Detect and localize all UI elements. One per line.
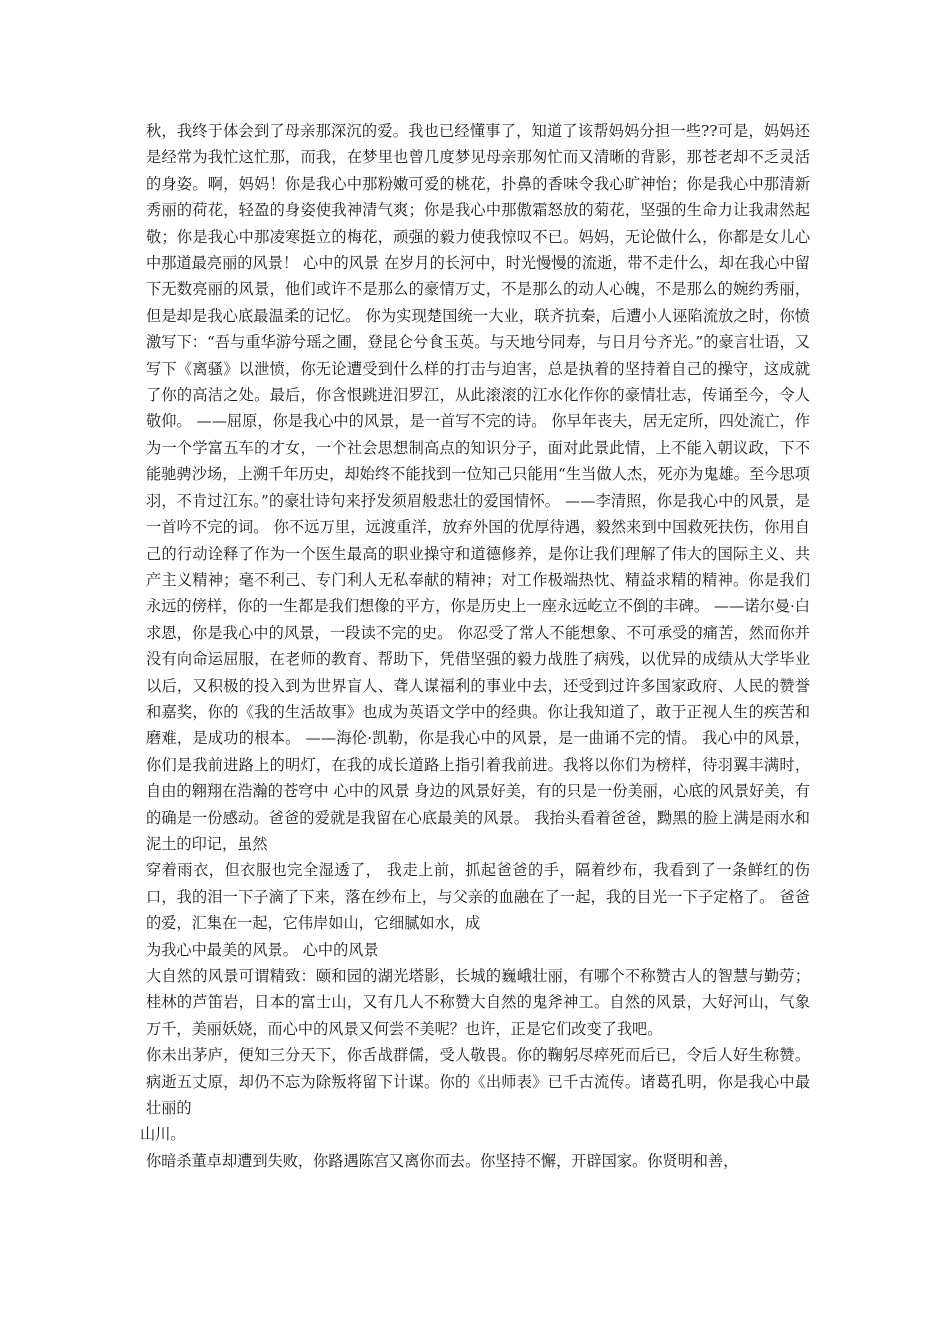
paragraph-7: 你暗杀董卓却遭到失败，你路遇陈宫又离你而去。你坚持不懈，开辟国家。你贤明和善， [146,1151,739,1170]
paragraph-6: 山川。 [140,1125,186,1144]
paragraph-1: 秋，我终于体会到了母亲那深沉的爱。我也已经懂事了，知道了该帮妈妈分担一些??可是，妈妈还是经常为我忙这忙那，而我，在梦里也曾几度梦见母亲那匆忙而又清晰的背影，那苍老却不乏灵活的身姿。啊，妈妈！你是我心中那粉嫩可爱的桃花，扑鼻的香味令我心旷神怡；你是我心中那清新秀丽的荷花，轻盈的身姿使我神清气爽；你是我心中那傲霜怒放的菊花，坚强的生命力让我肃然起敬；你是我心中那凌寒挺立的梅花，顽强的毅力使我惊叹不已。妈妈，无论做什么，你都是女儿心中那道最亮丽的风景！ 心中的风景 在岁月的长河中，时光慢慢的流逝，带不走什么，却在我心中留下无数亮丽的风景，他们或许不是那么的豪情万丈，不是那么的动人心魄，不是那么的婉约秀丽，但是却是我心底最温柔的记忆。 你为实现楚国统一大业，联齐抗秦，后遭小人诬陷流放之时，你愤激写下：“吾与重华游兮瑶之圃，登昆仑兮食玉英。与天地兮同寿，与日月兮齐光。”的豪言壮语，又写下《离骚》以泄愤，你无论遭受到什么样的打击与迫害，总是执着的坚持着自己的操守，这成就了你的高洁之处。最后，你含恨跳进汨罗江，从此滚滚的江水化作你的豪情壮志，传诵至今，令人敬仰。 ——屈原，你是我心中的风景，是一首写不完的诗。 你早年丧夫，居无定所，四处流亡，作为一个学富五车的才女，一个社会思想制高点的知识分子，面对此景此情，上不能入朝议政，下不能驰骋沙场，上溯千年历史，却始终不能找到一位知己只能用“生当做人杰，死亦为鬼雄。至今思项羽，不肯过江东。”的豪壮诗句来抒发须眉般悲壮的爱国情怀。 ——李清照，你是我心中的风景，是一首吟不完的词。 你不远万里，远渡重洋，放弃外国的优厚待遇，毅然来到中国救死扶伤，你用自己的行动诠释了作为一个医生最高的职业操守和道德修养，是你让我们理解了伟大的国际主义、共产主义精神；毫不利己、专门利人无私奉献的精神；对工作极端热忱、精益求精的精神。你是我们永远的傍样，你的一生都是我们想像的平方，你是历史上一座永远屹立不倒的丰碑。 ——诺尔曼·白求恩，你是我心中的风景，一段读不完的史。 你忍受了常人不能想象、不可承受的痛苦，然而你并没有向命运屈服，在老师的教育、帮助下，凭借坚强的毅力战胜了病残，以优异的成绩从大学毕业以后，又积极的投入到为世界盲人、聋人谋福利的事业中去，还受到过许多国家政府、人民的赞誉和嘉奖，你的《我的生活故事》也成为英语文学中的经典。你让我知道了，敢于正视人生的疾苦和磨难，是成功的根本。 ——海伦·凯勒，你是我心中的风景，是一曲诵不完的情。 我心中的风景，你们是我前进路上的明灯，在我的成长道路上指引着我前进。我将以你们为榜样，待羽翼丰满时，自由的翱翔在浩瀚的苍穹中 心中的风景 身边的风景好美，有的只是一份美丽，心底的风景好美，有的确是一份感动。爸爸的爱就是我留在心底最美的风景。 我抬头看着爸爸，黝黑的脸上满是雨水和泥土的印记，虽然 [146,122,810,853]
paragraph-3: 为我心中最美的风景。 心中的风景 [146,940,379,959]
paragraph-2: 穿着雨衣，但衣服也完全湿透了， 我走上前，抓起爸爸的手，隔着纱布，我看到了一条鲜红的伤口，我的泪一下子滴了下来，落在纱布上，与父亲的血融在了一起，我的目光一下子定格了。 爸爸的爱，汇集在一起，它伟岸如山，它细腻如水，成 [146,861,810,933]
body-text [140,118,810,1174]
paragraph-5: 你未出茅庐，便知三分天下，你舌战群儒，受人敬畏。你的鞠躬尽瘁死而后已，令后人好生称赞。病逝五丈原，却仍不忘为除叛将留下计谋。你的《出师表》已千古流传。诸葛孔明，你是我心中最壮丽的 [146,1046,810,1118]
paragraph-4: 大自然的风景可谓精致：颐和园的湖光塔影，长城的巍峨壮丽，有哪个不称赞古人的智慧与勤劳；桂林的芦笛岩，日本的富士山，又有几人不称赞大自然的鬼斧神工。自然的风景，大好河山，气象万千，美丽妖娆，而心中的风景又何尝不美呢？也许，正是它们改变了我吧。 [146,967,810,1038]
